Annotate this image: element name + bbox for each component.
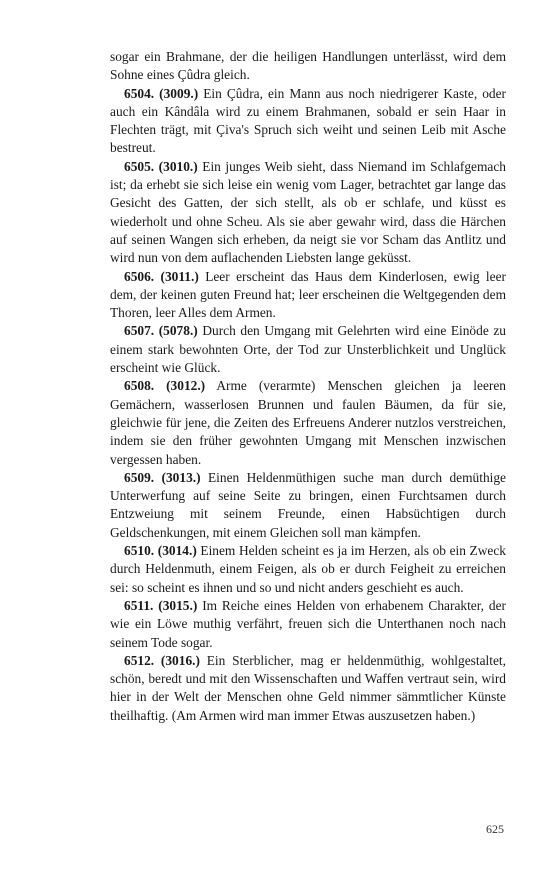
entry-number: 6504. (3009.) — [124, 85, 199, 101]
entry-text: Durch den Umgang mit Gelehrten wird eine Einöde zu einem stark bewohnten Orte, der Tod zur Unsterblichkeit und Unglück erscheint wie Glück. — [110, 323, 506, 376]
entry-6510 — [110, 542, 506, 597]
entry-number: 6512. (3016.) — [124, 652, 200, 668]
entry-number: 6506. (3011.) — [124, 268, 199, 284]
entry-text: Einen Heldenmüthigen suche man durch demüthige Unterwerfung auf seine Seite zu bringen, einen Furchtsamen durch Entzweiung mit seinem Freunde, einen Habsüchtigen durch Geldschenkungen, mit einem Gleichen soll man kämpfen. — [110, 469, 506, 540]
entry-6504 — [110, 85, 506, 158]
entry-6512 — [110, 652, 506, 725]
entry-6506 — [110, 268, 506, 323]
entry-number: 6507. (5078.) — [124, 323, 198, 339]
entry-number: 6508. (3012.) — [124, 378, 206, 394]
entry-number: 6510. (3014.) — [124, 543, 197, 559]
entry-text: Leer erscheint das Haus dem Kinderlosen, ewig leer dem, der keinen guten Freund hat; leer erscheinen die Weltgegenden dem Thoren, leer Alles dem Armen. — [110, 268, 506, 321]
continuation-paragraph: sogar ein Brahmane, der die heiligen Handlungen unterlässt, wird dem Sohne eines Çûdra gleich. — [110, 49, 506, 83]
entry-6511 — [110, 597, 506, 652]
entry-6505 — [110, 158, 506, 268]
entry-number: 6505. (3010.) — [124, 158, 198, 174]
entry-text: Ein Sterblicher, mag er heldenmüthig, wohlgestaltet, schön, beredt und mit den Wissenschaften und Waffen vertraut sein, wird hier in der Welt der Menschen ohne Geld nimmer sämmtlicher Künste theilhaftig. (Am Armen wird man immer Etwas auszusetzen haben.) — [110, 652, 506, 723]
page-body — [110, 48, 506, 725]
entry-number: 6511. (3015.) — [124, 597, 198, 613]
entry-text: Ein junges Weib sieht, dass Niemand im Schlafgemach ist; da erhebt sie sich leise ein wenig vom Lager, betrachtet gar lange das Gesicht des Gatten, der sich stellt, als ob er schlafe, und küsst es wiederholt und ohne Scheu. Als sie aber gewahr wird, dass die Härchen auf seinen Wangen sich erheben, da neigt sie vor Scham das Antlitz und wird nun von dem auflachenden Liebsten lange geküsst. — [110, 158, 507, 266]
entry-text: Ein Çûdra, ein Mann aus noch niedrigerer Kaste, oder auch ein Kândâla wird zu einem Brahmanen, sobald er sein Haar in Flechten trägt, mit Çiva's Spruch sich weiht und seinen Leib mit Asche bestreut. — [110, 85, 506, 156]
entry-text: Einem Helden scheint es ja im Herzen, als ob ein Zweck durch Heldenmuth, einem Feigen, als ob er durch Feigheit zu erreichen sei: so scheint es ihnen und so und nicht anders geschieht es auch. — [110, 543, 506, 595]
entry-6508 — [110, 377, 506, 468]
entry-text: Arme (verarmte) Menschen gleichen ja leeren Gemächern, wasserlosen Brunnen und faulen Bäumen, da für sie, gleichwie für jene, die Zeiten des Erfreuens Anderer nutzlos verstreichen, indem sie den früher gewohnten Umgang mit Menschen inzwischen vergessen haben. — [110, 378, 506, 467]
entry-6509 — [110, 469, 506, 542]
entry-6507 — [110, 322, 506, 377]
entry-text: Im Reiche eines Helden von erhabenem Charakter, der wie ein Löwe muthig verfährt, freuen sich die Unterthanen noch nach seinem Tode sogar. — [110, 597, 506, 650]
entry-number: 6509. (3013.) — [124, 469, 201, 485]
page-number: 625 — [486, 822, 504, 836]
